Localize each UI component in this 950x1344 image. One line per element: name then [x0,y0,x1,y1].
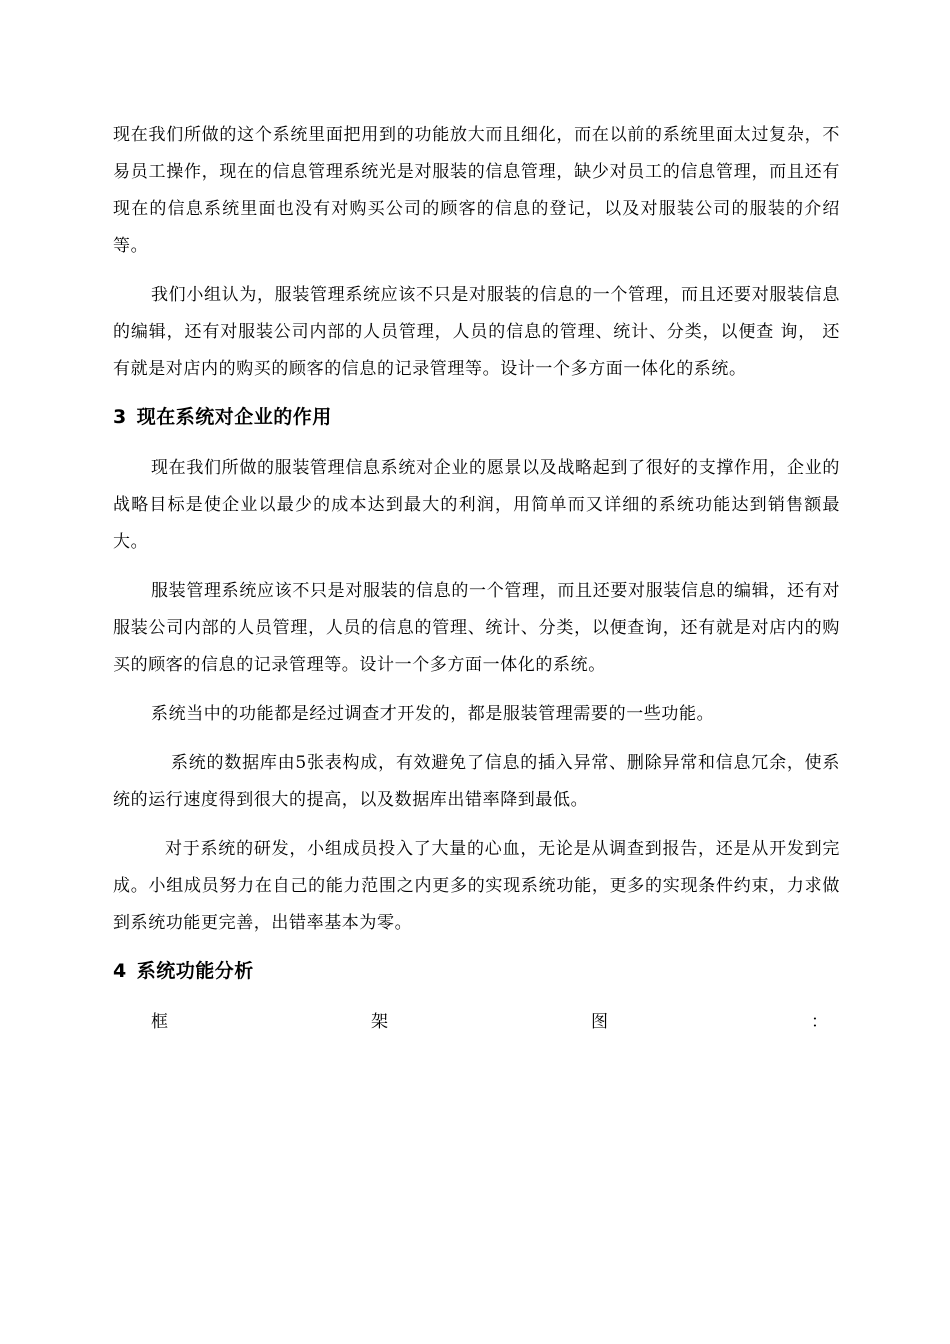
section-title: 现在系统对企业的作用 [136,406,332,428]
paragraph-intro-2: 我们小组认为，服装管理系统应该不只是对服装的信息的一个管理，而且还要对服装信息的编辑，还有对服装公司内部的人员管理，人员的信息的管理、统计、分类，以便查 询， 还有就是对店内的购买的顾客的信息的记录管理等。设计一个多方面一体化的系统。 [113,285,840,379]
paragraph-section3-2: 服装管理系统应该不只是对服装的信息的一个管理，而且还要对服装信息的编辑，还有对服装公司内部的人员管理，人员的信息的管理、统计、分类，以便查询，还有就是对店内的购买的顾客的信息的记录管理等。设计一个多方面一体化的系统。 [113,581,840,675]
paragraph-section3-3: 系统当中的功能都是经过调查才开发的，都是服装管理需要的一些功能。 [151,704,715,724]
caption-char: 图 [591,1012,608,1032]
section-heading-4 [113,956,840,986]
caption-char: ： [811,1012,828,1032]
caption-char: 架 [371,1012,388,1032]
paragraph-section3-4: 系统的数据库由5张表构成，有效避免了信息的插入异常、删除异常和信息冗余，使系统的运行速度得到很大的提高，以及数据库出错率降到最低。 [113,753,840,810]
paragraph-section3-1: 现在我们所做的服装管理信息系统对企业的愿景以及战略起到了很好的支撑作用，企业的战略目标是使企业以最少的成本达到最大的利润，用简单而又详细的系统功能达到销售额最大。 [113,458,840,552]
section-title: 系统功能分析 [136,960,254,982]
section-number: 3 [113,406,127,428]
paragraph-section3-5: 对于系统的研发，小组成员投入了大量的心血，无论是从调查到报告，还是从开发到完成。小组成员努力在自己的能力范围之内更多的实现系统功能，更多的实现条件约束，力求做到系统功能更完善，出错率基本为零。 [113,839,840,933]
paragraph-intro-1: 现在我们所做的这个系统里面把用到的功能放大而且细化，而在以前的系统里面太过复杂，不易员工操作，现在的信息管理系统光是对服装的信息管理，缺少对员工的信息管理，而且还有现在的信息系统里面也没有对购买公司的顾客的信息的登记，以及对服装公司的服装的介绍等。 [113,125,840,256]
caption-char: 框 [151,1012,168,1032]
section-heading-3 [113,402,840,432]
section-number: 4 [113,960,127,982]
document-body [113,117,840,1041]
figure-caption-framework [113,1004,840,1041]
